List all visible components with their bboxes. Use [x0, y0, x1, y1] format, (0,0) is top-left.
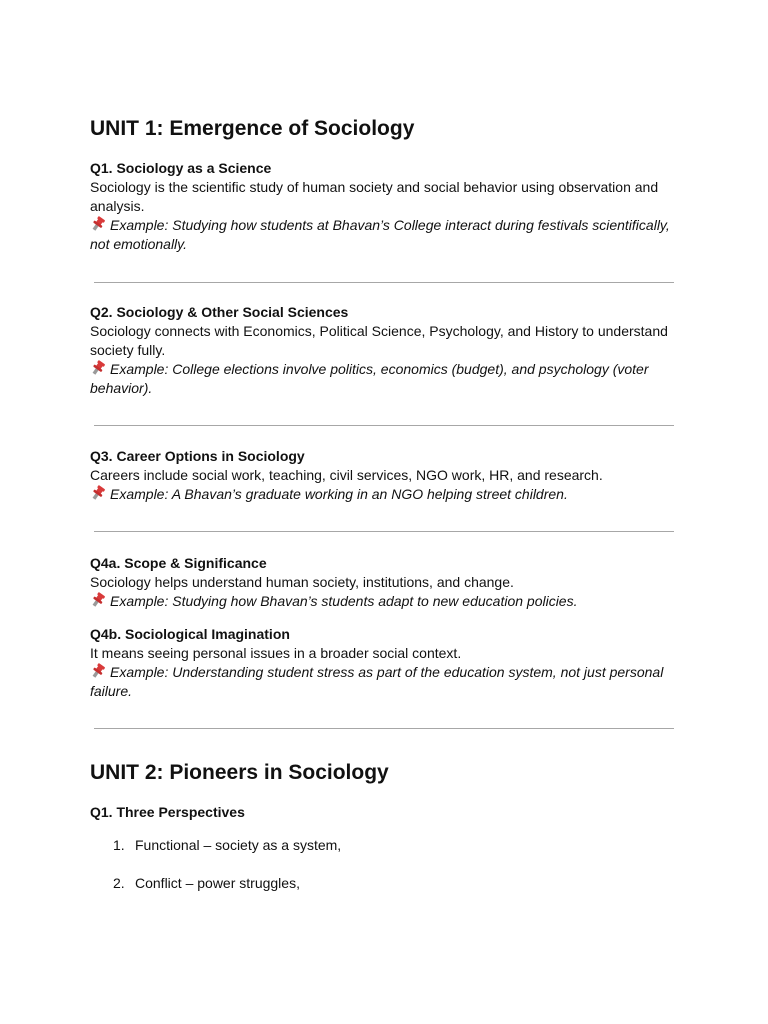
list-item-number: 1. — [113, 837, 125, 853]
section-divider — [94, 282, 674, 283]
question-title: Q1. Sociology as a Science — [90, 160, 272, 176]
question-example — [90, 485, 674, 504]
question-block-q4a — [90, 554, 674, 611]
question-answer: Careers include social work, teaching, civil services, NGO work, HR, and research. — [90, 467, 603, 483]
question-title: Q3. Career Options in Sociology — [90, 448, 305, 464]
pushpin-icon — [90, 216, 110, 235]
example-text: Example: Studying how students at Bhavan’s College interact during festivals scientifically, not emotionally. — [90, 217, 670, 252]
pushpin-icon — [90, 663, 110, 682]
example-text: Example: Studying how Bhavan’s students adapt to new education policies. — [110, 593, 578, 609]
question-example — [90, 663, 674, 701]
section-divider — [94, 531, 674, 532]
question-answer: Sociology is the scientific study of human society and social behavior using observation and analysis. — [90, 179, 659, 214]
section-divider — [94, 425, 674, 426]
question-example — [90, 592, 674, 611]
unit-2-title: UNIT 2: Pioneers in Sociology — [90, 761, 389, 784]
pushpin-icon — [90, 485, 110, 504]
question-title: Q4a. Scope & Significance — [90, 555, 267, 571]
question-block-q3 — [90, 447, 674, 504]
list-item-text: Conflict – power struggles, — [135, 875, 300, 891]
pushpin-icon — [90, 360, 110, 379]
question-block-unit2-q1 — [90, 803, 674, 822]
question-title: Q1. Three Perspectives — [90, 804, 245, 820]
example-text: Example: College elections involve politics, economics (budget), and psychology (voter behavior). — [90, 361, 649, 396]
section-divider — [94, 728, 674, 729]
question-answer: Sociology connects with Economics, Political Science, Psychology, and History to understand society fully. — [90, 323, 668, 358]
pushpin-icon — [90, 592, 110, 611]
list-item-number: 2. — [113, 875, 125, 891]
question-answer: Sociology helps understand human society, institutions, and change. — [90, 574, 514, 590]
question-block-q1 — [90, 159, 674, 254]
question-block-q4b — [90, 625, 674, 701]
question-answer: It means seeing personal issues in a broader social context. — [90, 645, 462, 661]
question-block-q2 — [90, 303, 674, 398]
question-title: Q4b. Sociological Imagination — [90, 626, 290, 642]
example-text: Example: Understanding student stress as part of the education system, not just personal failure. — [90, 664, 664, 699]
question-example — [90, 360, 674, 398]
question-example — [90, 216, 674, 254]
list-item-text: Functional – society as a system, — [135, 837, 342, 853]
example-text: Example: A Bhavan’s graduate working in an NGO helping street children. — [110, 486, 568, 502]
question-title: Q2. Sociology & Other Social Sciences — [90, 304, 349, 320]
unit-1-title: UNIT 1: Emergence of Sociology — [90, 117, 415, 140]
